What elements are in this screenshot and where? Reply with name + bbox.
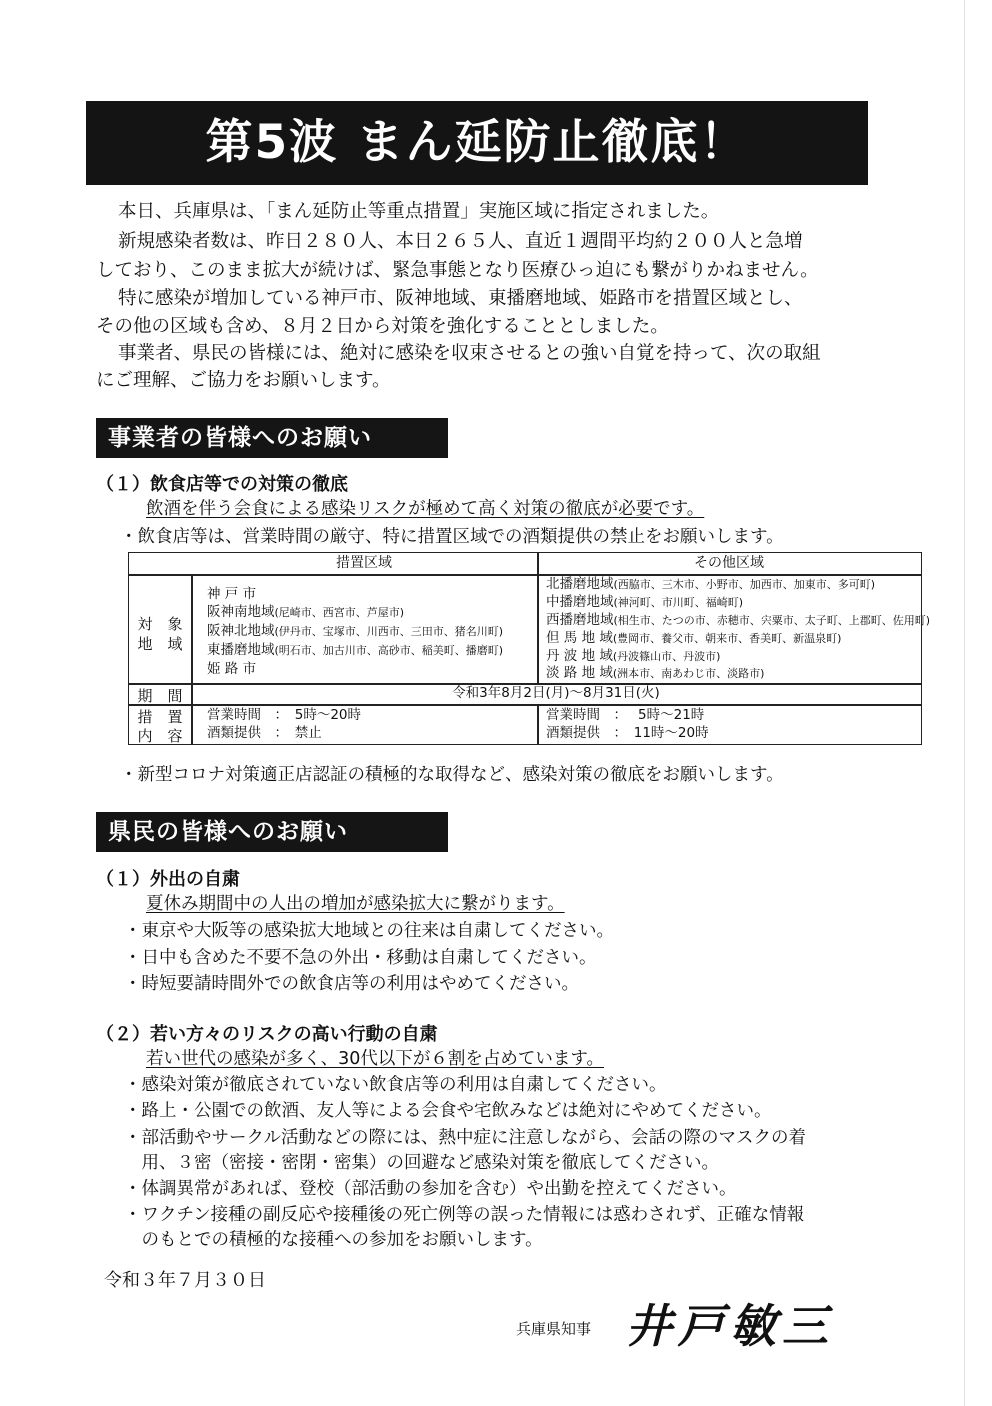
residents-sub2-bullet: ・部活動やサークル活動などの際には、熱中症に注意しながら、会話の際のマスクの着 — [124, 1128, 806, 1148]
row-label-measures-1: 措 置 — [137, 708, 183, 726]
residents-sub1-title: （１）外出の自粛 — [96, 869, 240, 890]
residents-sub2-bullet: のもとでの積極的な接種への参加をお願いします。 — [124, 1230, 543, 1250]
other-hours: 営業時間 ： 5時～21時 — [546, 707, 705, 723]
other-area-row — [546, 630, 841, 647]
business-sub1-note: 飲酒を伴う会食による感染リスクが極めて高く対策の徹底が必要です。 — [146, 499, 705, 519]
area-detail: (伊丹市、宝塚市、川西市、三田市、猪名川町) — [274, 625, 504, 638]
residents-section-heading: 県民の皆様へのお願い — [96, 812, 448, 852]
intro-line-2: 新規感染者数は、昨日２８０人、本日２６５人、直近１週間平均約２００人と急増 — [118, 231, 803, 252]
residents-sub2-bullet: ・体調異常があれば、登校（部活動の参加を含む）や出勤を控えてください。 — [124, 1179, 737, 1199]
area-name: 但 馬 地 域 — [546, 630, 613, 646]
measure-area-row — [207, 661, 256, 678]
measure-area-row — [207, 642, 503, 659]
area-name: 淡 路 地 域 — [546, 665, 613, 681]
other-area-row — [546, 612, 930, 629]
business-sub1-title: （１）飲食店等での対策の徹底 — [96, 474, 348, 495]
other-alcohol: 酒類提供 ： 11時～20時 — [546, 725, 709, 741]
area-name: 神 戸 市 — [207, 586, 257, 602]
area-detail: (豊岡市、養父市、朝来市、香美町、新温泉町) — [612, 632, 842, 645]
residents-sub1-note: 夏休み期間中の人出の増加が感染拡大に繋がります。 — [146, 894, 565, 914]
residents-sub1-bullet: ・東京や大阪等の感染拡大地域との往来は自粛してください。 — [124, 921, 614, 941]
measure-area-row — [207, 586, 256, 603]
intro-line-3: しており、このまま拡大が続けば、緊急事態となり医療ひっ迫にも繋がりかねません。 — [96, 260, 819, 281]
residents-sub2-bullet: ・感染対策が徹底されていない飲食店等の利用は自粛してください。 — [124, 1075, 667, 1095]
area-name: 丹 波 地 域 — [546, 648, 613, 664]
signer-title: 兵庫県知事 — [516, 1320, 592, 1338]
area-name: 阪神南地域 — [207, 604, 275, 620]
area-name: 中播磨地域 — [546, 594, 614, 610]
area-detail: (洲本市、南あわじ市、淡路市) — [612, 667, 765, 680]
intro-line-7: にご理解、ご協力をお願いします。 — [96, 370, 391, 391]
row-label-target-1: 対 象 — [137, 615, 183, 633]
measure-area-row — [207, 604, 404, 621]
other-area-row — [546, 665, 764, 682]
business-bullet-2: ・新型コロナ対策適正店認証の積極的な取得など、感染対策の徹底をお願いします。 — [120, 765, 784, 785]
area-name: 東播磨地域 — [207, 642, 275, 658]
residents-sub2-bullet: 用、３密（密接・密閉・密集）の回避など感染対策を徹底してください。 — [124, 1153, 719, 1173]
residents-sub2-title: （２）若い方々のリスクの高い行動の自粛 — [96, 1024, 438, 1045]
period-value: 令和3年8月2日(月)～8月31日(火) — [452, 685, 660, 701]
page-title: 第5波 まん延防止徹底！ — [205, 115, 749, 170]
residents-sub1-bullet: ・日中も含めた不要不急の外出・移動は自粛してください。 — [124, 948, 597, 968]
measure-alcohol: 酒類提供 ： 禁止 — [207, 725, 322, 741]
area-name: 北播磨地域 — [546, 576, 614, 592]
other-area-row — [546, 594, 743, 611]
business-section-heading: 事業者の皆様へのお願い — [96, 418, 448, 458]
measure-area-row — [207, 623, 503, 640]
intro-line-1: 本日、兵庫県は、「まん延防止等重点措置」実施区域に指定されました。 — [118, 201, 720, 222]
area-name: 姫 路 市 — [207, 661, 257, 677]
business-bullet-1: ・飲食店等は、営業時間の厳守、特に措置区域での酒類提供の禁止をお願いします。 — [120, 527, 784, 547]
area-detail: (丹波篠山市、丹波市) — [612, 650, 721, 663]
issue-date: 令和３年７月３０日 — [104, 1270, 266, 1291]
intro-line-4: 特に感染が増加している神戸市、阪神地域、東播磨地域、姫路市を措置区域とし、 — [118, 288, 803, 309]
intro-line-6: 事業者、県民の皆様には、絶対に感染を収束させるとの強い自覚を持って、次の取組 — [118, 343, 821, 364]
area-detail: (神河町、市川町、福崎町) — [613, 596, 744, 609]
residents-sub2-bullet: ・路上・公園での飲酒、友人等による会食や宅飲みなどは絶対にやめてください。 — [124, 1101, 772, 1121]
col-header-other-area: その他区域 — [694, 555, 764, 571]
area-detail: (西脇市、三木市、小野市、加西市、加東市、多可町) — [613, 578, 876, 591]
residents-sub1-bullet: ・時短要請時間外での飲食店等の利用はやめてください。 — [124, 974, 579, 994]
measures-table — [128, 552, 931, 745]
row-label-period: 期 間 — [137, 687, 183, 705]
other-area-row — [546, 648, 720, 665]
row-label-measures-2: 内 容 — [137, 727, 183, 745]
residents-sub2-note: 若い世代の感染が多く、30代以下が６割を占めています。 — [146, 1049, 605, 1069]
area-name: 阪神北地域 — [207, 623, 275, 639]
residents-sub2-bullet: ・ワクチン接種の副反応や接種後の死亡例等の誤った情報には惑わされず、正確な情報 — [124, 1205, 805, 1225]
area-name: 西播磨地域 — [546, 612, 614, 628]
area-detail: (明石市、加古川市、高砂市、稲美町、播磨町) — [274, 644, 504, 657]
row-label-target-2: 地 域 — [137, 635, 183, 653]
intro-line-5: その他の区域も含め、８月２日から対策を強化することとしました。 — [96, 316, 669, 337]
area-detail: (相生市、たつの市、赤穂市、宍粟市、太子町、上郡町、佐用町) — [613, 614, 931, 627]
col-header-measure-area: 措置区域 — [336, 555, 392, 571]
other-area-row — [546, 576, 875, 593]
handwritten-signature: 井戸敏三 — [626, 1299, 834, 1353]
measure-hours: 営業時間 ： 5時～20時 — [207, 707, 362, 723]
area-detail: (尼崎市、西宮市、芦屋市) — [274, 606, 405, 619]
scan-edge-line — [964, 0, 965, 1406]
